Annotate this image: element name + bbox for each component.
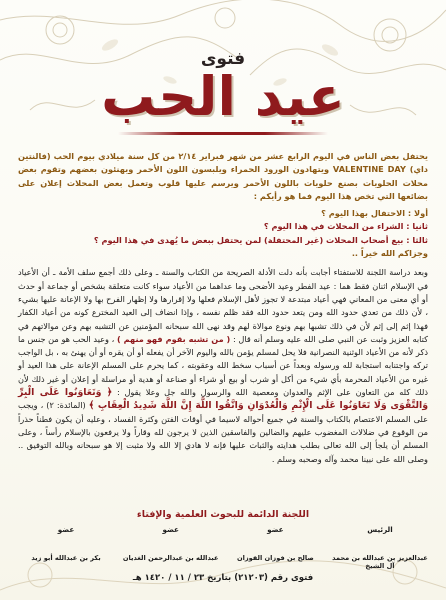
signature-block [16, 525, 430, 570]
answer-paragraph-1: وبعد دراسة اللجنة للاستفتاء أجابت بأنه دلت الأدلة الصريحة من الكتاب والسنة ـ وعلى ذلك أجمع سلف الأمة ـ أن الأعياد في الإسلام اثنان فقط هما : عيد الفطر وعيد الأضحى وما عداهما من الأعياد سواء كانت متعلقة بشخص أو جماعة أو حدث أو أي معنى من المعاني فهي أعياد مبتدعة لا تجوز لأهل الإسلام فعلها ولا إقرارها ولا إظهار الفرح بها ولا الإعانة عليها بشيء ، لأن ذلك من تعدي حدود الله ومن يتعد حدود الله فقد ظلم نفسه ، وإذا انضاف إلى العيد المخترع كونه من أعياد الكفار فهذا إثم إلى إثم لأن في ذلك تشبها بهم ونوع موالاة لهم وقد نهى الله سبحانه المؤمنين عن التشبه بهم وعن موالاتهم في كتابه العزيز وثبت عن النبي صلى الله عليه وسلم أنه قال : [18, 267, 429, 344]
committee-name: اللجنة الدائمة للبحوث العلمية والإفتاء [136, 509, 310, 520]
signature-role: عضو [57, 525, 75, 534]
fatwa-number: فتوى رقم (٢١٢٠٣) بتاريخ ٢٣ / ١١ / ١٤٢٠ هـ [132, 573, 314, 583]
quran-verse: ﴿ وَتَعَاوَنُوا عَلَى الْبِرِّ وَالتَّقْوَى وَلَا تَعَاوَنُوا عَلَى الْإِثْمِ وَالْعُدْوَانِ وَاتَّقُوا اللَّهَ إِنَّ اللَّهَ شَدِيدُ الْعِقَابِ ﴾ [18, 387, 429, 412]
quran-reference: (المائدة: ٢) [46, 400, 86, 411]
question-closing: وجزاكم الله خيراً .. [351, 248, 428, 259]
answer-text [18, 266, 428, 465]
signature-role: الرئيس [367, 525, 393, 534]
signature-member [16, 525, 116, 570]
title-underline [118, 132, 328, 135]
signature-chairman [330, 525, 430, 570]
signature-member [225, 525, 325, 570]
page-title: عيد الحب [101, 65, 345, 128]
question-item: ثانيا : الشراء من المحلات في هذا اليوم ؟ [263, 221, 428, 232]
signature-role: عضو [162, 525, 179, 534]
header [0, 48, 446, 135]
intro-line-2: (فالنتين داي) VALENTINE DAY ويتهادون الورود الحمراء ويلبسون اللون الأحمر ويهنئون بعضهم [18, 151, 429, 175]
signature-name: صالح بن فوزان الفوزان [236, 554, 314, 562]
intro-line-3: وتقوم بعض محلات الحلويات بصنع حلويات باللون الأحمر ويرسم عليها قلوب وتعمل بعض المحلات إعلان على بضائعها التي تخص هذا اليوم فما هو رأيكم : [18, 164, 428, 201]
question-intro [18, 150, 428, 203]
question-item: ثالثا : بيع أصحاب المحلات (غير المحتفلة) لمن يحتفل ببعض ما يُهدى في هذا اليوم ؟ [93, 234, 428, 245]
question-list [18, 207, 428, 260]
kicker-label: فتوى [200, 49, 246, 69]
signature-name: عبدالعزيز بن عبدالله بن محمد آل الشيخ [332, 554, 428, 570]
answer-paragraph-3: ، ويجب على المسلم الاعتصام بالكتاب والسنة في جميع أحواله لاسيما في أوقات الفتن وكثرة الفساد ، وعليه أن يكون فطناً حذراً من الوقوع في ضلالات المغضوب عليهم والضالين والفاسقين الذين لا يرجون لله وقاراً ولا يرفعون بالإسلام رأساً ، وعلى المسلم أن يلجأ إلى الله تعالى بطلب هدايته والثبات عليها فإنه لا هادي إلا الله ولا مثبت إلا هو سبحانه وبالله التوفيق .. وصلى الله على نبينا محمد وآله وصحبه وسلم . [18, 400, 428, 464]
question-item: أولا : الاحتفال بهذا اليوم ؟ [321, 208, 428, 219]
signature-role: عضو [267, 525, 284, 534]
signature-member [121, 525, 221, 570]
intro-line-1: يحتفل بعض الناس في اليوم الرابع عشر من شهر فبراير ٢/١٤ من كل سنة ميلادي بيوم الحب [53, 151, 428, 161]
signature-name: بكر بن عبدالله أبو زيد [31, 554, 101, 562]
hadith-quote: ( من تشبه بقوم فهو منهم ) [116, 333, 231, 344]
signature-name: عبدالله بن عبدالرحمن الغديان [122, 554, 219, 562]
answer-paragraph-2: ، وعيد الحب هو من جنس ما ذكر لأنه من الأعياد الوثنية النصرانية فلا يحل لمسلم يؤمن بالله واليوم الآخر أن يفعله أو أن يقره أو أن يهنئ به ، بل الواجب تركه واجتنابه استجابة لله ورسوله وبعداً عن أسباب سخط الله وعقوبته ، كما يحرم على المسلم الإعانة على هذا العيد أو غيره من الأعياد المحرمة بأي شيء من أكل أو شرب أو بيع أو شراء أو صناعة أو هدية أو مراسلة أو إعلان أو غير ذلك لأن ذلك كله من التعاون على الإثم والعدوان ومعصية الله والرسول والله جل وعلا يقول : [18, 333, 428, 398]
fatwa-body [18, 150, 428, 470]
